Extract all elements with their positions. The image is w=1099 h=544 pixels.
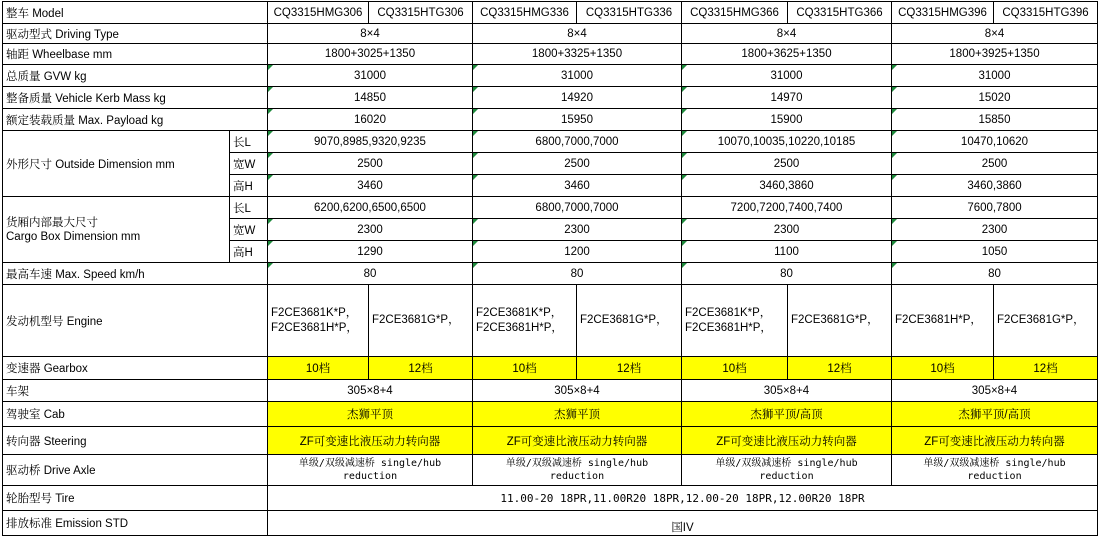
engine-cell (682, 285, 788, 357)
model-cell: CQ3315HMG366 (682, 2, 788, 24)
frame-cell: 305×8+4 (268, 380, 473, 402)
engine-cell (994, 285, 1098, 357)
kerb-mass-cell: 14850 (268, 87, 473, 109)
model-cell: CQ3315HTG336 (577, 2, 682, 24)
gearbox-cell: 12档 (577, 357, 682, 380)
cargo-height-cell: 1290 (268, 241, 473, 263)
drive-axle-cell (682, 455, 892, 486)
row-cab (3, 402, 1098, 427)
max-speed-cell: 80 (682, 263, 892, 285)
row-outside-length (3, 131, 1098, 153)
outside-height-cell: 3460 (268, 175, 473, 197)
row-cargo-length (3, 197, 1098, 219)
max-speed-cell: 80 (268, 263, 473, 285)
max-speed-cell: 80 (473, 263, 682, 285)
outside-height-label: 高H (230, 175, 268, 197)
engine-model: F2CE3681G*P， (372, 314, 460, 326)
drive-axle-cell (892, 455, 1098, 486)
engine-cell (892, 285, 994, 357)
outside-width-cell: 2500 (268, 153, 473, 175)
spec-table (2, 1, 1098, 536)
payload-cell: 16020 (268, 109, 473, 131)
kerb-mass-cell: 15020 (892, 87, 1098, 109)
cargo-height-cell: 1200 (473, 241, 682, 263)
model-cell: CQ3315HMG396 (892, 2, 994, 24)
driving-type-cell: 8×4 (892, 24, 1098, 44)
model-cell: CQ3315HMG306 (268, 2, 369, 24)
payload-label: 额定装载质量 Max. Payload kg (3, 109, 268, 131)
outside-width-cell: 2500 (892, 153, 1098, 175)
row-gearbox (3, 357, 1098, 380)
row-max-speed (3, 263, 1098, 285)
steering-cell: ZF可变速比液压动力转向器 (682, 427, 892, 455)
drive-axle-text: 单级/双级减速桥 single/hub (923, 458, 1066, 469)
drive-axle-text: 单级/双级减速桥 single/hub (298, 458, 442, 469)
cab-label: 驾驶室 Cab (3, 402, 268, 427)
cargo-length-label: 长L (230, 197, 268, 219)
wheelbase-label: 轴距 Wheelbase mm (3, 44, 268, 65)
gearbox-cell: 12档 (369, 357, 473, 380)
engine-model: F2CE3681H*P， (476, 321, 563, 334)
row-engine (3, 285, 1098, 357)
cargo-length-cell: 7600,7800 (892, 197, 1098, 219)
steering-cell: ZF可变速比液压动力转向器 (892, 427, 1098, 455)
cargo-width-label: 宽W (230, 219, 268, 241)
model-cell: CQ3315HMG336 (473, 2, 577, 24)
cargo-width-cell: 2300 (682, 219, 892, 241)
outside-length-cell: 6800,7000,7000 (473, 131, 682, 153)
gearbox-label: 变速器 Gearbox (3, 357, 268, 380)
gearbox-cell: 10档 (473, 357, 577, 380)
gearbox-cell: 10档 (268, 357, 369, 380)
cargo-label-cn: 货厢内部最大尺寸 (6, 216, 98, 229)
steering-cell: ZF可变速比液压动力转向器 (473, 427, 682, 455)
row-frame (3, 380, 1098, 402)
cargo-height-label: 高H (230, 241, 268, 263)
gearbox-cell: 10档 (682, 357, 788, 380)
model-cell: CQ3315HTG366 (788, 2, 892, 24)
outside-width-cell: 2500 (682, 153, 892, 175)
frame-cell: 305×8+4 (892, 380, 1098, 402)
gvw-cell: 31000 (473, 65, 682, 87)
row-emission (3, 511, 1098, 536)
drive-axle-cell (473, 455, 682, 486)
row-model (3, 2, 1098, 24)
drive-axle-text: 单级/双级减速桥 single/hub (505, 458, 649, 469)
engine-model: F2CE3681H*P， (271, 321, 358, 334)
outside-length-cell: 10070,10035,10220,10185 (682, 131, 892, 153)
gvw-label: 总质量 GVW kg (3, 65, 268, 87)
drive-axle-text: reduction (967, 471, 1022, 482)
frame-cell: 305×8+4 (473, 380, 682, 402)
payload-cell: 15900 (682, 109, 892, 131)
outside-height-cell: 3460,3860 (682, 175, 892, 197)
gearbox-cell: 10档 (892, 357, 994, 380)
outside-length-cell: 9070,8985,9320,9235 (268, 131, 473, 153)
emission-label: 排放标准 Emission STD (3, 511, 268, 536)
steering-label: 转向器 Steering (3, 427, 268, 455)
cab-cell: 杰狮平顶 (473, 402, 682, 427)
drive-axle-cell (268, 455, 473, 486)
cargo-length-cell: 6200,6200,6500,6500 (268, 197, 473, 219)
drive-axle-label: 驱动桥 Drive Axle (3, 455, 268, 486)
cargo-height-cell: 1050 (892, 241, 1098, 263)
gvw-cell: 31000 (892, 65, 1098, 87)
model-cell: CQ3315HTG396 (994, 2, 1098, 24)
max-speed-cell: 80 (892, 263, 1098, 285)
drive-axle-text: 单级/双级减速桥 single/hub (715, 458, 858, 469)
max-speed-label: 最高车速 Max. Speed km/h (3, 263, 268, 285)
kerb-mass-cell: 14970 (682, 87, 892, 109)
wheelbase-cell: 1800+3625+1350 (682, 44, 892, 65)
driving-type-cell: 8×4 (682, 24, 892, 44)
wheelbase-cell: 1800+3925+1350 (892, 44, 1098, 65)
cargo-label-en: Cargo Box Dimension mm (6, 230, 141, 243)
engine-model: F2CE3681H*P， (895, 314, 982, 326)
engine-model: F2CE3681G*P， (580, 314, 668, 326)
cargo-dimension-label (3, 197, 230, 263)
row-gvw (3, 65, 1098, 87)
engine-cell (473, 285, 577, 357)
outside-width-cell: 2500 (473, 153, 682, 175)
engine-model: F2CE3681K*P， (271, 306, 358, 319)
emission-cell: 国IV (268, 511, 1098, 536)
gvw-cell: 31000 (268, 65, 473, 87)
wheelbase-cell: 1800+3025+1350 (268, 44, 473, 65)
frame-cell: 305×8+4 (682, 380, 892, 402)
gvw-cell: 31000 (682, 65, 892, 87)
cargo-width-cell: 2300 (268, 219, 473, 241)
outside-length-cell: 10470,10620 (892, 131, 1098, 153)
kerb-mass-cell: 14920 (473, 87, 682, 109)
row-drive-axle (3, 455, 1098, 486)
row-wheelbase (3, 44, 1098, 65)
engine-label: 发动机型号 Engine (3, 285, 268, 357)
payload-cell: 15850 (892, 109, 1098, 131)
row-steering (3, 427, 1098, 455)
engine-model: F2CE3681K*P， (476, 306, 563, 319)
outside-dimension-label: 外形尺寸 Outside Dimension mm (3, 131, 230, 197)
outside-length-label: 长L (230, 131, 268, 153)
drive-axle-text: reduction (342, 471, 398, 482)
cargo-height-cell: 1100 (682, 241, 892, 263)
engine-cell (577, 285, 682, 357)
engine-cell (369, 285, 473, 357)
engine-model: F2CE3681G*P， (791, 314, 879, 326)
cargo-width-cell: 2300 (473, 219, 682, 241)
gearbox-cell: 12档 (994, 357, 1098, 380)
row-tire (3, 486, 1098, 511)
kerb-mass-label: 整备质量 Vehicle Kerb Mass kg (3, 87, 268, 109)
tire-label: 轮胎型号 Tire (3, 486, 268, 511)
row-driving-type (3, 24, 1098, 44)
wheelbase-cell: 1800+3325+1350 (473, 44, 682, 65)
outside-width-label: 宽W (230, 153, 268, 175)
outside-height-cell: 3460 (473, 175, 682, 197)
steering-cell: ZF可变速比液压动力转向器 (268, 427, 473, 455)
engine-model: F2CE3681K*P， (685, 306, 772, 319)
engine-model: F2CE3681G*P， (997, 314, 1085, 326)
row-kerb-mass (3, 87, 1098, 109)
engine-model: F2CE3681H*P， (685, 321, 772, 334)
payload-cell: 15950 (473, 109, 682, 131)
driving-type-cell: 8×4 (268, 24, 473, 44)
cab-cell: 杰狮平顶/高顶 (682, 402, 892, 427)
engine-cell (788, 285, 892, 357)
frame-label: 车架 (3, 380, 268, 402)
cab-cell: 杰狮平顶/高顶 (892, 402, 1098, 427)
gearbox-cell: 12档 (788, 357, 892, 380)
cargo-width-cell: 2300 (892, 219, 1098, 241)
cab-cell: 杰狮平顶 (268, 402, 473, 427)
engine-cell (268, 285, 369, 357)
drive-axle-text: reduction (759, 471, 814, 482)
row-payload (3, 109, 1098, 131)
cargo-length-cell: 6800,7000,7000 (473, 197, 682, 219)
driving-type-label: 驱动型式 Driving Type (3, 24, 268, 44)
outside-height-cell: 3460,3860 (892, 175, 1098, 197)
model-cell: CQ3315HTG306 (369, 2, 473, 24)
model-label: 整车 Model (3, 2, 268, 24)
driving-type-cell: 8×4 (473, 24, 682, 44)
drive-axle-text: reduction (549, 471, 605, 482)
tire-cell: 11.00-20 18PR,11.00R20 18PR,12.00-20 18PR,12.00R20 18PR (268, 486, 1098, 511)
cargo-length-cell: 7200,7200,7400,7400 (682, 197, 892, 219)
